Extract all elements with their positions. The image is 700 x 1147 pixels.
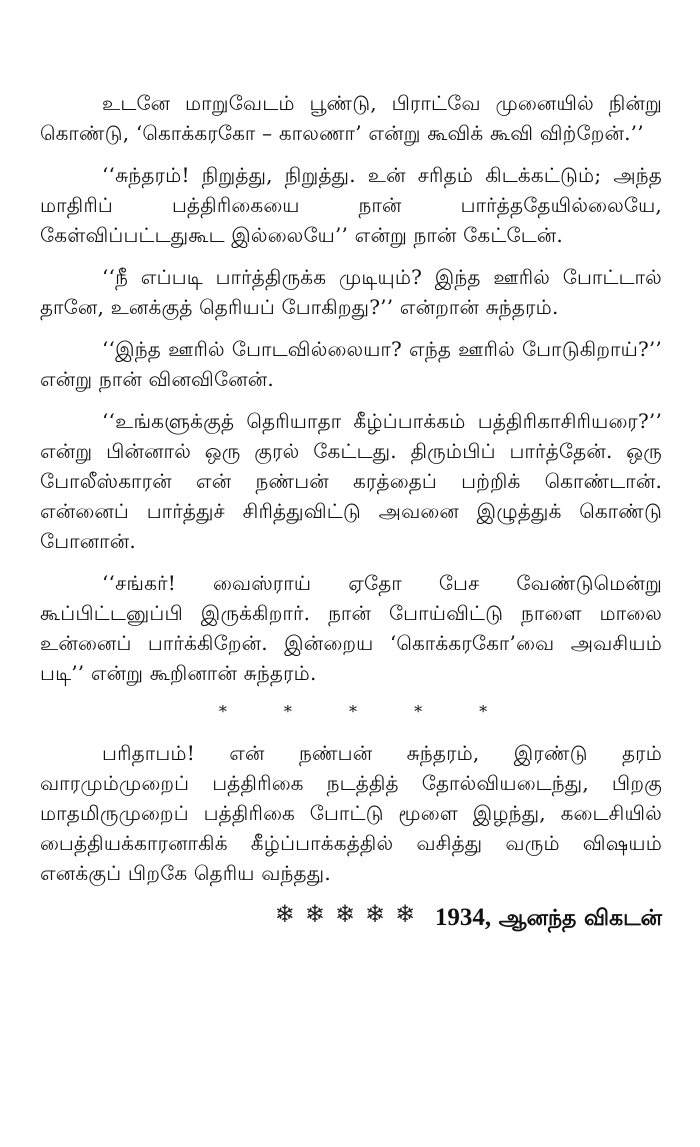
paragraph-4: ‘‘இந்த ஊரில் போடவில்லையா? எந்த ஊரில் போடுகிறாய்?’’ என்று நான் வினவினேன். — [40, 337, 662, 391]
paragraph-2: ‘‘சுந்தரம்! நிறுத்து, நிறுத்து. உன் சரிதம் கிடக்கட்டும்; அந்த மாதிரிப் பத்திரிகையை நான் பார்த்ததேயில்லையே, கேள்விப்பட்டதுகூட இல்லையே’’ என்று நான் கேட்டேன். — [40, 163, 662, 247]
signature-source: ஆனந்த விகடன் — [498, 905, 662, 931]
paragraph-1: உடனே மாறுவேடம் பூண்டு, பிராட்வே முனையில் நின்று கொண்டு, ‘கொக்கரகோ – காலணா’ என்று கூவிக் கூவி விற்றேன்.’’ — [40, 91, 662, 145]
paragraph-5: ‘‘உங்களுக்குத் தெரியாதா கீழ்ப்பாக்கம் பத்திரிகாசிரியரை?’’ என்று பின்னால் ஒரு குரல் கேட்டது. திரும்பிப் பார்த்தேன். ஒரு போலீஸ்காரன் என் நண்பன் கரத்தைப் பற்றிக் கொண்டான். என்னைப் பார்த்துச் சிரித்துவிட்டு அவனை இழுத்துக் கொண்டு போனான். — [40, 409, 662, 553]
story-page — [40, 88, 662, 934]
signature-year: 1934, — [434, 904, 492, 931]
end-ornament: ❄❄❄❄❄ — [274, 900, 426, 928]
paragraph-6: ‘‘சங்கர்! வைஸ்ராய் ஏதோ பேச வேண்டுமென்று கூப்பிட்டனுப்பி இருக்கிறார். நான் போய்விட்டு நாளை மாலை உன்னைப் பார்க்கிறேன். இன்றைய ‘கொக்கரகோ’வை அவசியம் படி’’ என்று கூறினான் சுந்தரம். — [40, 571, 662, 685]
closing-paragraph: பரிதாபம்! என் நண்பன் சுந்தரம், இரண்டு தரம் வாரமும்முறைப் பத்திரிகை நடத்தித் தோல்வியடைந்து, பிறகு மாதமிருமுறைப் பத்திரிகை போட்டு மூளை இழந்து, கடைசியில் பைத்தியக்காரனாகிக் கீழ்ப்பாக்கத்தில் வசித்து வரும் விஷயம் எனக்குப் பிறகே தெரிய வந்தது. — [40, 741, 662, 885]
paragraph-3: ‘‘நீ எப்படி பார்த்திருக்க முடியும்? இந்த ஊரில் போட்டால் தானே, உனக்குத் தெரியப் போகிறது?’’ என்றான் சுந்தரம். — [40, 265, 662, 319]
section-separator: * * * * * — [218, 702, 514, 721]
